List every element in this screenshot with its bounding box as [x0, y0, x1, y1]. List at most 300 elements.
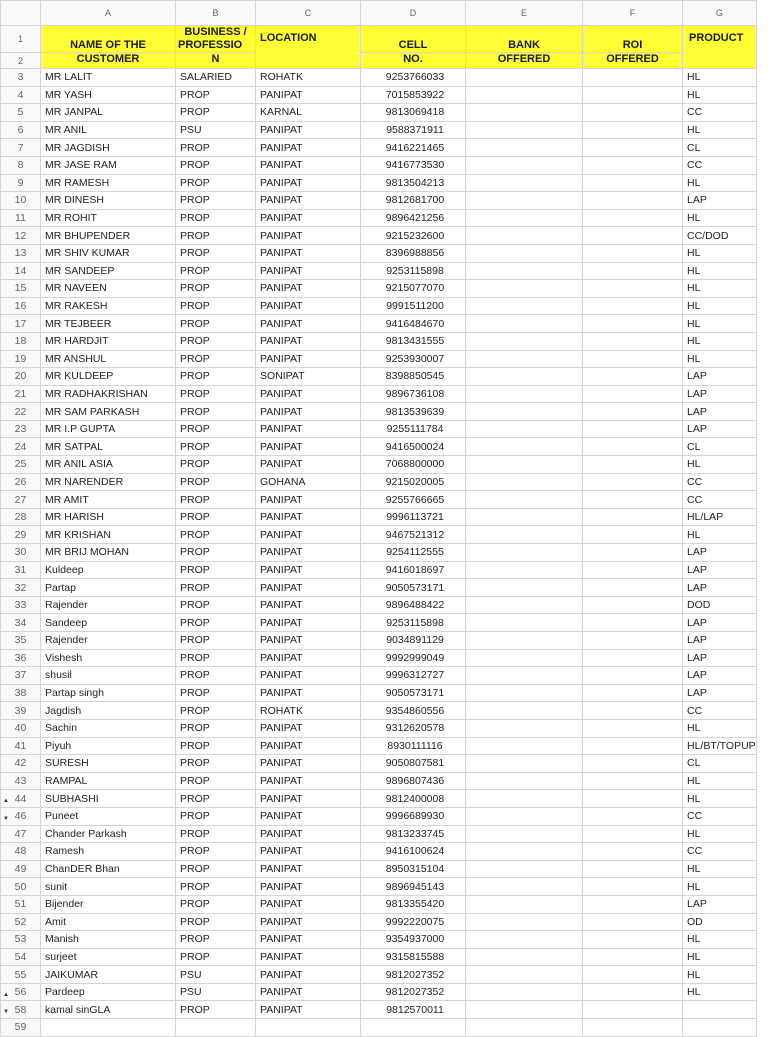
row-number[interactable]: 2 — [1, 53, 41, 69]
roi-offered-cell[interactable] — [583, 983, 683, 1001]
product-cell[interactable]: LAP — [683, 403, 757, 421]
bank-offered-cell[interactable] — [466, 807, 583, 825]
location-cell[interactable]: GOHANA — [256, 473, 361, 491]
customer-name-cell[interactable]: MR SAM PARKASH — [41, 403, 176, 421]
roi-offered-cell[interactable] — [583, 280, 683, 298]
bank-offered-cell[interactable] — [466, 719, 583, 737]
business-cell[interactable]: PROP — [176, 227, 256, 245]
business-cell[interactable]: PROP — [176, 209, 256, 227]
product-cell[interactable]: HL — [683, 174, 757, 192]
row-number[interactable]: 59 — [1, 1019, 41, 1037]
row-number[interactable]: 50 — [1, 878, 41, 896]
product-cell[interactable]: CL — [683, 438, 757, 456]
header-roi-top[interactable]: ROI — [583, 26, 683, 53]
column-header-a[interactable]: A — [41, 1, 176, 26]
cell-number-cell[interactable]: 8930111116 — [361, 737, 466, 755]
business-cell[interactable]: PROP — [176, 790, 256, 808]
business-cell[interactable]: PROP — [176, 843, 256, 861]
row-number[interactable]: 54 — [1, 948, 41, 966]
location-cell[interactable]: PANIPAT — [256, 350, 361, 368]
product-cell[interactable]: LAP — [683, 667, 757, 685]
product-cell[interactable]: HL — [683, 315, 757, 333]
row-number[interactable]: 8 — [1, 156, 41, 174]
business-cell[interactable]: PROP — [176, 456, 256, 474]
bank-offered-cell[interactable] — [466, 192, 583, 210]
customer-name-cell[interactable]: Ramesh — [41, 843, 176, 861]
customer-name-cell[interactable]: Rajender — [41, 596, 176, 614]
cell-number-cell[interactable]: 9416500024 — [361, 438, 466, 456]
business-cell[interactable]: PROP — [176, 315, 256, 333]
location-cell[interactable]: PANIPAT — [256, 614, 361, 632]
product-cell[interactable]: HL — [683, 262, 757, 280]
business-cell[interactable]: PROP — [176, 244, 256, 262]
cell-number-cell[interactable]: 9416484670 — [361, 315, 466, 333]
product-cell[interactable]: HL/BT/TOPUP — [683, 737, 757, 755]
cell-number-cell[interactable]: 9215020005 — [361, 473, 466, 491]
bank-offered-cell[interactable] — [466, 702, 583, 720]
roi-offered-cell[interactable] — [583, 491, 683, 509]
product-cell[interactable]: HL — [683, 719, 757, 737]
customer-name-cell[interactable]: MR HARDJIT — [41, 332, 176, 350]
product-cell[interactable]: HL — [683, 456, 757, 474]
row-number[interactable]: 21 — [1, 385, 41, 403]
business-cell[interactable]: PROP — [176, 192, 256, 210]
product-cell[interactable]: CC — [683, 473, 757, 491]
customer-name-cell[interactable]: Sachin — [41, 719, 176, 737]
location-cell[interactable]: PANIPAT — [256, 878, 361, 896]
roi-offered-cell[interactable] — [583, 649, 683, 667]
location-cell[interactable]: PANIPAT — [256, 139, 361, 157]
roi-offered-cell[interactable] — [583, 737, 683, 755]
row-number[interactable]: 15 — [1, 280, 41, 298]
customer-name-cell[interactable]: MR ROHIT — [41, 209, 176, 227]
location-cell[interactable]: PANIPAT — [256, 843, 361, 861]
product-cell[interactable]: HL — [683, 280, 757, 298]
product-cell[interactable]: LAP — [683, 368, 757, 386]
location-cell[interactable] — [256, 1019, 361, 1037]
cell-number-cell[interactable]: 8950315104 — [361, 860, 466, 878]
cell-number-cell[interactable]: 9050573171 — [361, 579, 466, 597]
customer-name-cell[interactable]: MR RADHAKRISHAN — [41, 385, 176, 403]
cell-number-cell[interactable]: 9896945143 — [361, 878, 466, 896]
product-cell[interactable]: CL — [683, 755, 757, 773]
roi-offered-cell[interactable] — [583, 632, 683, 650]
customer-name-cell[interactable]: MR KRISHAN — [41, 526, 176, 544]
cell-number-cell[interactable]: 9050807581 — [361, 755, 466, 773]
cell-number-cell[interactable]: 8398850545 — [361, 368, 466, 386]
roi-offered-cell[interactable] — [583, 878, 683, 896]
roi-offered-cell[interactable] — [583, 350, 683, 368]
row-number[interactable]: 35 — [1, 632, 41, 650]
product-cell[interactable]: HL — [683, 772, 757, 790]
roi-offered-cell[interactable] — [583, 579, 683, 597]
location-cell[interactable]: PANIPAT — [256, 772, 361, 790]
location-cell[interactable]: PANIPAT — [256, 649, 361, 667]
location-cell[interactable]: KARNAL — [256, 104, 361, 122]
row-number[interactable]: 41 — [1, 737, 41, 755]
bank-offered-cell[interactable] — [466, 561, 583, 579]
location-cell[interactable]: PANIPAT — [256, 931, 361, 949]
product-cell[interactable]: HL — [683, 948, 757, 966]
product-cell[interactable]: LAP — [683, 420, 757, 438]
row-number[interactable]: 47 — [1, 825, 41, 843]
location-cell[interactable]: PANIPAT — [256, 895, 361, 913]
customer-name-cell[interactable]: Puneet — [41, 807, 176, 825]
product-cell[interactable]: CC — [683, 156, 757, 174]
customer-name-cell[interactable]: MR TEJBEER — [41, 315, 176, 333]
row-number[interactable]: 19 — [1, 350, 41, 368]
business-cell[interactable]: PROP — [176, 544, 256, 562]
roi-offered-cell[interactable] — [583, 843, 683, 861]
cell-number-cell[interactable]: 9896421256 — [361, 209, 466, 227]
customer-name-cell[interactable]: MR AMIT — [41, 491, 176, 509]
product-cell[interactable]: HL — [683, 86, 757, 104]
row-number[interactable]: 53 — [1, 931, 41, 949]
cell-number-cell[interactable]: 9416100624 — [361, 843, 466, 861]
location-cell[interactable]: PANIPAT — [256, 156, 361, 174]
customer-name-cell[interactable]: MR JANPAL — [41, 104, 176, 122]
column-header-e[interactable]: E — [466, 1, 583, 26]
business-cell[interactable]: PROP — [176, 280, 256, 298]
customer-name-cell[interactable] — [41, 1019, 176, 1037]
location-cell[interactable]: PANIPAT — [256, 508, 361, 526]
customer-name-cell[interactable]: surjeet — [41, 948, 176, 966]
product-cell[interactable]: CC — [683, 104, 757, 122]
cell-number-cell[interactable]: 9813539639 — [361, 403, 466, 421]
cell-number-cell[interactable]: 9467521312 — [361, 526, 466, 544]
cell-number-cell[interactable]: 9812027352 — [361, 966, 466, 984]
business-cell[interactable]: PROP — [176, 684, 256, 702]
product-cell[interactable]: LAP — [683, 385, 757, 403]
location-cell[interactable]: PANIPAT — [256, 1001, 361, 1019]
location-cell[interactable]: PANIPAT — [256, 491, 361, 509]
customer-name-cell[interactable]: sunit — [41, 878, 176, 896]
bank-offered-cell[interactable] — [466, 262, 583, 280]
roi-offered-cell[interactable] — [583, 561, 683, 579]
customer-name-cell[interactable]: MR ANIL ASIA — [41, 456, 176, 474]
customer-name-cell[interactable]: ChanDER Bhan — [41, 860, 176, 878]
location-cell[interactable]: PANIPAT — [256, 966, 361, 984]
roi-offered-cell[interactable] — [583, 966, 683, 984]
roi-offered-cell[interactable] — [583, 790, 683, 808]
cell-number-cell[interactable]: 7015853922 — [361, 86, 466, 104]
row-number[interactable]: 6 — [1, 121, 41, 139]
business-cell[interactable]: SALARIED — [176, 69, 256, 87]
bank-offered-cell[interactable] — [466, 843, 583, 861]
row-number[interactable]: 55 — [1, 966, 41, 984]
customer-name-cell[interactable]: MR ANSHUL — [41, 350, 176, 368]
bank-offered-cell[interactable] — [466, 121, 583, 139]
cell-number-cell[interactable]: 9253930007 — [361, 350, 466, 368]
bank-offered-cell[interactable] — [466, 69, 583, 87]
bank-offered-cell[interactable] — [466, 280, 583, 298]
bank-offered-cell[interactable] — [466, 544, 583, 562]
bank-offered-cell[interactable] — [466, 209, 583, 227]
cell-number-cell[interactable] — [361, 1019, 466, 1037]
location-cell[interactable]: PANIPAT — [256, 632, 361, 650]
location-cell[interactable]: PANIPAT — [256, 403, 361, 421]
column-header-g[interactable]: G — [683, 1, 757, 26]
customer-name-cell[interactable]: Bijender — [41, 895, 176, 913]
location-cell[interactable]: PANIPAT — [256, 456, 361, 474]
location-cell[interactable]: PANIPAT — [256, 596, 361, 614]
bank-offered-cell[interactable] — [466, 385, 583, 403]
product-cell[interactable]: HL/LAP — [683, 508, 757, 526]
product-cell[interactable]: HL — [683, 983, 757, 1001]
customer-name-cell[interactable]: MR JASE RAM — [41, 156, 176, 174]
bank-offered-cell[interactable] — [466, 86, 583, 104]
bank-offered-cell[interactable] — [466, 332, 583, 350]
column-header-b[interactable]: B — [176, 1, 256, 26]
location-cell[interactable]: PANIPAT — [256, 825, 361, 843]
cell-number-cell[interactable]: 9416018697 — [361, 561, 466, 579]
customer-name-cell[interactable]: Manish — [41, 931, 176, 949]
product-cell[interactable]: CC/DOD — [683, 227, 757, 245]
roi-offered-cell[interactable] — [583, 420, 683, 438]
cell-number-cell[interactable]: 9315815588 — [361, 948, 466, 966]
bank-offered-cell[interactable] — [466, 596, 583, 614]
bank-offered-cell[interactable] — [466, 913, 583, 931]
customer-name-cell[interactable]: Sandeep — [41, 614, 176, 632]
row-number[interactable]: 17 — [1, 315, 41, 333]
business-cell[interactable]: PROP — [176, 104, 256, 122]
location-cell[interactable]: PANIPAT — [256, 297, 361, 315]
roi-offered-cell[interactable] — [583, 86, 683, 104]
business-cell[interactable]: PROP — [176, 420, 256, 438]
product-cell[interactable]: HL — [683, 209, 757, 227]
roi-offered-cell[interactable] — [583, 755, 683, 773]
location-cell[interactable]: PANIPAT — [256, 262, 361, 280]
customer-name-cell[interactable]: shusil — [41, 667, 176, 685]
location-cell[interactable]: PANIPAT — [256, 544, 361, 562]
roi-offered-cell[interactable] — [583, 69, 683, 87]
bank-offered-cell[interactable] — [466, 297, 583, 315]
customer-name-cell[interactable]: kamal sinGLA — [41, 1001, 176, 1019]
row-number[interactable]: 14 — [1, 262, 41, 280]
header-bank-bottom[interactable]: OFFERED — [466, 53, 583, 69]
roi-offered-cell[interactable] — [583, 1001, 683, 1019]
customer-name-cell[interactable]: MR I.P GUPTA — [41, 420, 176, 438]
roi-offered-cell[interactable] — [583, 315, 683, 333]
bank-offered-cell[interactable] — [466, 473, 583, 491]
roi-offered-cell[interactable] — [583, 807, 683, 825]
location-cell[interactable]: ROHATK — [256, 69, 361, 87]
bank-offered-cell[interactable] — [466, 438, 583, 456]
business-cell[interactable]: PROP — [176, 385, 256, 403]
location-cell[interactable]: PANIPAT — [256, 667, 361, 685]
row-number[interactable]: 33 — [1, 596, 41, 614]
business-cell[interactable]: PROP — [176, 772, 256, 790]
roi-offered-cell[interactable] — [583, 614, 683, 632]
business-cell[interactable]: PROP — [176, 667, 256, 685]
roi-offered-cell[interactable] — [583, 332, 683, 350]
bank-offered-cell[interactable] — [466, 684, 583, 702]
roi-offered-cell[interactable] — [583, 913, 683, 931]
bank-offered-cell[interactable] — [466, 790, 583, 808]
bank-offered-cell[interactable] — [466, 1019, 583, 1037]
cell-number-cell[interactable]: 9992999049 — [361, 649, 466, 667]
product-cell[interactable]: LAP — [683, 192, 757, 210]
cell-number-cell[interactable]: 9253766033 — [361, 69, 466, 87]
business-cell[interactable]: PROP — [176, 332, 256, 350]
cell-number-cell[interactable]: 9813355420 — [361, 895, 466, 913]
bank-offered-cell[interactable] — [466, 860, 583, 878]
product-cell[interactable]: LAP — [683, 895, 757, 913]
bank-offered-cell[interactable] — [466, 174, 583, 192]
cell-number-cell[interactable]: 9253115898 — [361, 614, 466, 632]
business-cell[interactable]: PROP — [176, 649, 256, 667]
cell-number-cell[interactable]: 9896736108 — [361, 385, 466, 403]
roi-offered-cell[interactable] — [583, 139, 683, 157]
bank-offered-cell[interactable] — [466, 491, 583, 509]
product-cell[interactable]: CC — [683, 807, 757, 825]
product-cell[interactable]: CL — [683, 139, 757, 157]
bank-offered-cell[interactable] — [466, 632, 583, 650]
row-number[interactable]: ▲ 56 — [1, 983, 41, 1001]
customer-name-cell[interactable]: MR YASH — [41, 86, 176, 104]
roi-offered-cell[interactable] — [583, 1019, 683, 1037]
cell-number-cell[interactable]: 8396988856 — [361, 244, 466, 262]
cell-number-cell[interactable]: 9996113721 — [361, 508, 466, 526]
customer-name-cell[interactable]: Pardeep — [41, 983, 176, 1001]
row-number[interactable]: 51 — [1, 895, 41, 913]
customer-name-cell[interactable]: MR HARISH — [41, 508, 176, 526]
row-number[interactable]: 30 — [1, 544, 41, 562]
product-cell[interactable]: HL — [683, 790, 757, 808]
bank-offered-cell[interactable] — [466, 456, 583, 474]
row-number[interactable]: 32 — [1, 579, 41, 597]
customer-name-cell[interactable]: MR RAMESH — [41, 174, 176, 192]
customer-name-cell[interactable]: Vishesh — [41, 649, 176, 667]
roi-offered-cell[interactable] — [583, 156, 683, 174]
bank-offered-cell[interactable] — [466, 772, 583, 790]
header-business-bottom[interactable]: N — [176, 53, 256, 69]
product-cell[interactable]: CC — [683, 491, 757, 509]
business-cell[interactable] — [176, 1019, 256, 1037]
bank-offered-cell[interactable] — [466, 526, 583, 544]
product-cell[interactable]: LAP — [683, 614, 757, 632]
customer-name-cell[interactable]: MR SANDEEP — [41, 262, 176, 280]
product-cell[interactable]: DOD — [683, 596, 757, 614]
bank-offered-cell[interactable] — [466, 156, 583, 174]
row-number[interactable]: 48 — [1, 843, 41, 861]
cell-number-cell[interactable]: 9354860556 — [361, 702, 466, 720]
row-number[interactable]: 39 — [1, 702, 41, 720]
product-cell[interactable]: OD — [683, 913, 757, 931]
cell-number-cell[interactable]: 9255111784 — [361, 420, 466, 438]
product-cell[interactable]: HL — [683, 69, 757, 87]
customer-name-cell[interactable]: JAIKUMAR — [41, 966, 176, 984]
customer-name-cell[interactable]: MR ANIL — [41, 121, 176, 139]
row-number[interactable]: 7 — [1, 139, 41, 157]
business-cell[interactable]: PSU — [176, 121, 256, 139]
row-number[interactable]: 11 — [1, 209, 41, 227]
cell-number-cell[interactable]: 9812681700 — [361, 192, 466, 210]
cell-number-cell[interactable]: 7068800000 — [361, 456, 466, 474]
product-cell[interactable]: HL — [683, 332, 757, 350]
bank-offered-cell[interactable] — [466, 966, 583, 984]
customer-name-cell[interactable]: Chander Parkash — [41, 825, 176, 843]
product-cell[interactable]: HL — [683, 878, 757, 896]
row-number[interactable]: 26 — [1, 473, 41, 491]
customer-name-cell[interactable]: Piyuh — [41, 737, 176, 755]
business-cell[interactable]: PSU — [176, 966, 256, 984]
product-cell[interactable]: LAP — [683, 544, 757, 562]
roi-offered-cell[interactable] — [583, 456, 683, 474]
row-number[interactable]: 3 — [1, 69, 41, 87]
product-cell[interactable] — [683, 1019, 757, 1037]
cell-number-cell[interactable]: 9354937000 — [361, 931, 466, 949]
customer-name-cell[interactable]: SURESH — [41, 755, 176, 773]
customer-name-cell[interactable]: MR JAGDISH — [41, 139, 176, 157]
customer-name-cell[interactable]: MR NARENDER — [41, 473, 176, 491]
business-cell[interactable]: PROP — [176, 878, 256, 896]
business-cell[interactable]: PROP — [176, 895, 256, 913]
cell-number-cell[interactable]: 9588371911 — [361, 121, 466, 139]
roi-offered-cell[interactable] — [583, 931, 683, 949]
location-cell[interactable]: PANIPAT — [256, 737, 361, 755]
location-cell[interactable]: PANIPAT — [256, 121, 361, 139]
column-header-d[interactable]: D — [361, 1, 466, 26]
customer-name-cell[interactable]: MR BRIJ MOHAN — [41, 544, 176, 562]
product-cell[interactable]: HL — [683, 244, 757, 262]
row-number[interactable]: 42 — [1, 755, 41, 773]
row-number[interactable]: 43 — [1, 772, 41, 790]
location-cell[interactable]: PANIPAT — [256, 438, 361, 456]
bank-offered-cell[interactable] — [466, 508, 583, 526]
bank-offered-cell[interactable] — [466, 368, 583, 386]
roi-offered-cell[interactable] — [583, 526, 683, 544]
customer-name-cell[interactable]: MR NAVEEN — [41, 280, 176, 298]
location-cell[interactable]: PANIPAT — [256, 174, 361, 192]
customer-name-cell[interactable]: SUBHASHI — [41, 790, 176, 808]
product-cell[interactable]: HL — [683, 297, 757, 315]
customer-name-cell[interactable]: MR KULDEEP — [41, 368, 176, 386]
business-cell[interactable]: PSU — [176, 983, 256, 1001]
header-product[interactable]: PRODUCT — [683, 26, 757, 69]
customer-name-cell[interactable]: RAMPAL — [41, 772, 176, 790]
cell-number-cell[interactable]: 9416773530 — [361, 156, 466, 174]
business-cell[interactable]: PROP — [176, 913, 256, 931]
business-cell[interactable]: PROP — [176, 755, 256, 773]
business-cell[interactable]: PROP — [176, 948, 256, 966]
business-cell[interactable]: PROP — [176, 614, 256, 632]
location-cell[interactable]: PANIPAT — [256, 561, 361, 579]
roi-offered-cell[interactable] — [583, 473, 683, 491]
roi-offered-cell[interactable] — [583, 684, 683, 702]
customer-name-cell[interactable]: Amit — [41, 913, 176, 931]
location-cell[interactable]: PANIPAT — [256, 526, 361, 544]
location-cell[interactable]: PANIPAT — [256, 755, 361, 773]
product-cell[interactable]: CC — [683, 843, 757, 861]
customer-name-cell[interactable]: Partap — [41, 579, 176, 597]
business-cell[interactable]: PROP — [176, 1001, 256, 1019]
roi-offered-cell[interactable] — [583, 368, 683, 386]
bank-offered-cell[interactable] — [466, 579, 583, 597]
row-number[interactable]: 31 — [1, 561, 41, 579]
roi-offered-cell[interactable] — [583, 438, 683, 456]
business-cell[interactable]: PROP — [176, 561, 256, 579]
roi-offered-cell[interactable] — [583, 667, 683, 685]
roi-offered-cell[interactable] — [583, 719, 683, 737]
cell-number-cell[interactable]: 9312620578 — [361, 719, 466, 737]
row-number[interactable]: 13 — [1, 244, 41, 262]
customer-name-cell[interactable]: Partap singh — [41, 684, 176, 702]
bank-offered-cell[interactable] — [466, 227, 583, 245]
business-cell[interactable]: PROP — [176, 174, 256, 192]
roi-offered-cell[interactable] — [583, 121, 683, 139]
header-name-bottom[interactable]: CUSTOMER — [41, 53, 176, 69]
